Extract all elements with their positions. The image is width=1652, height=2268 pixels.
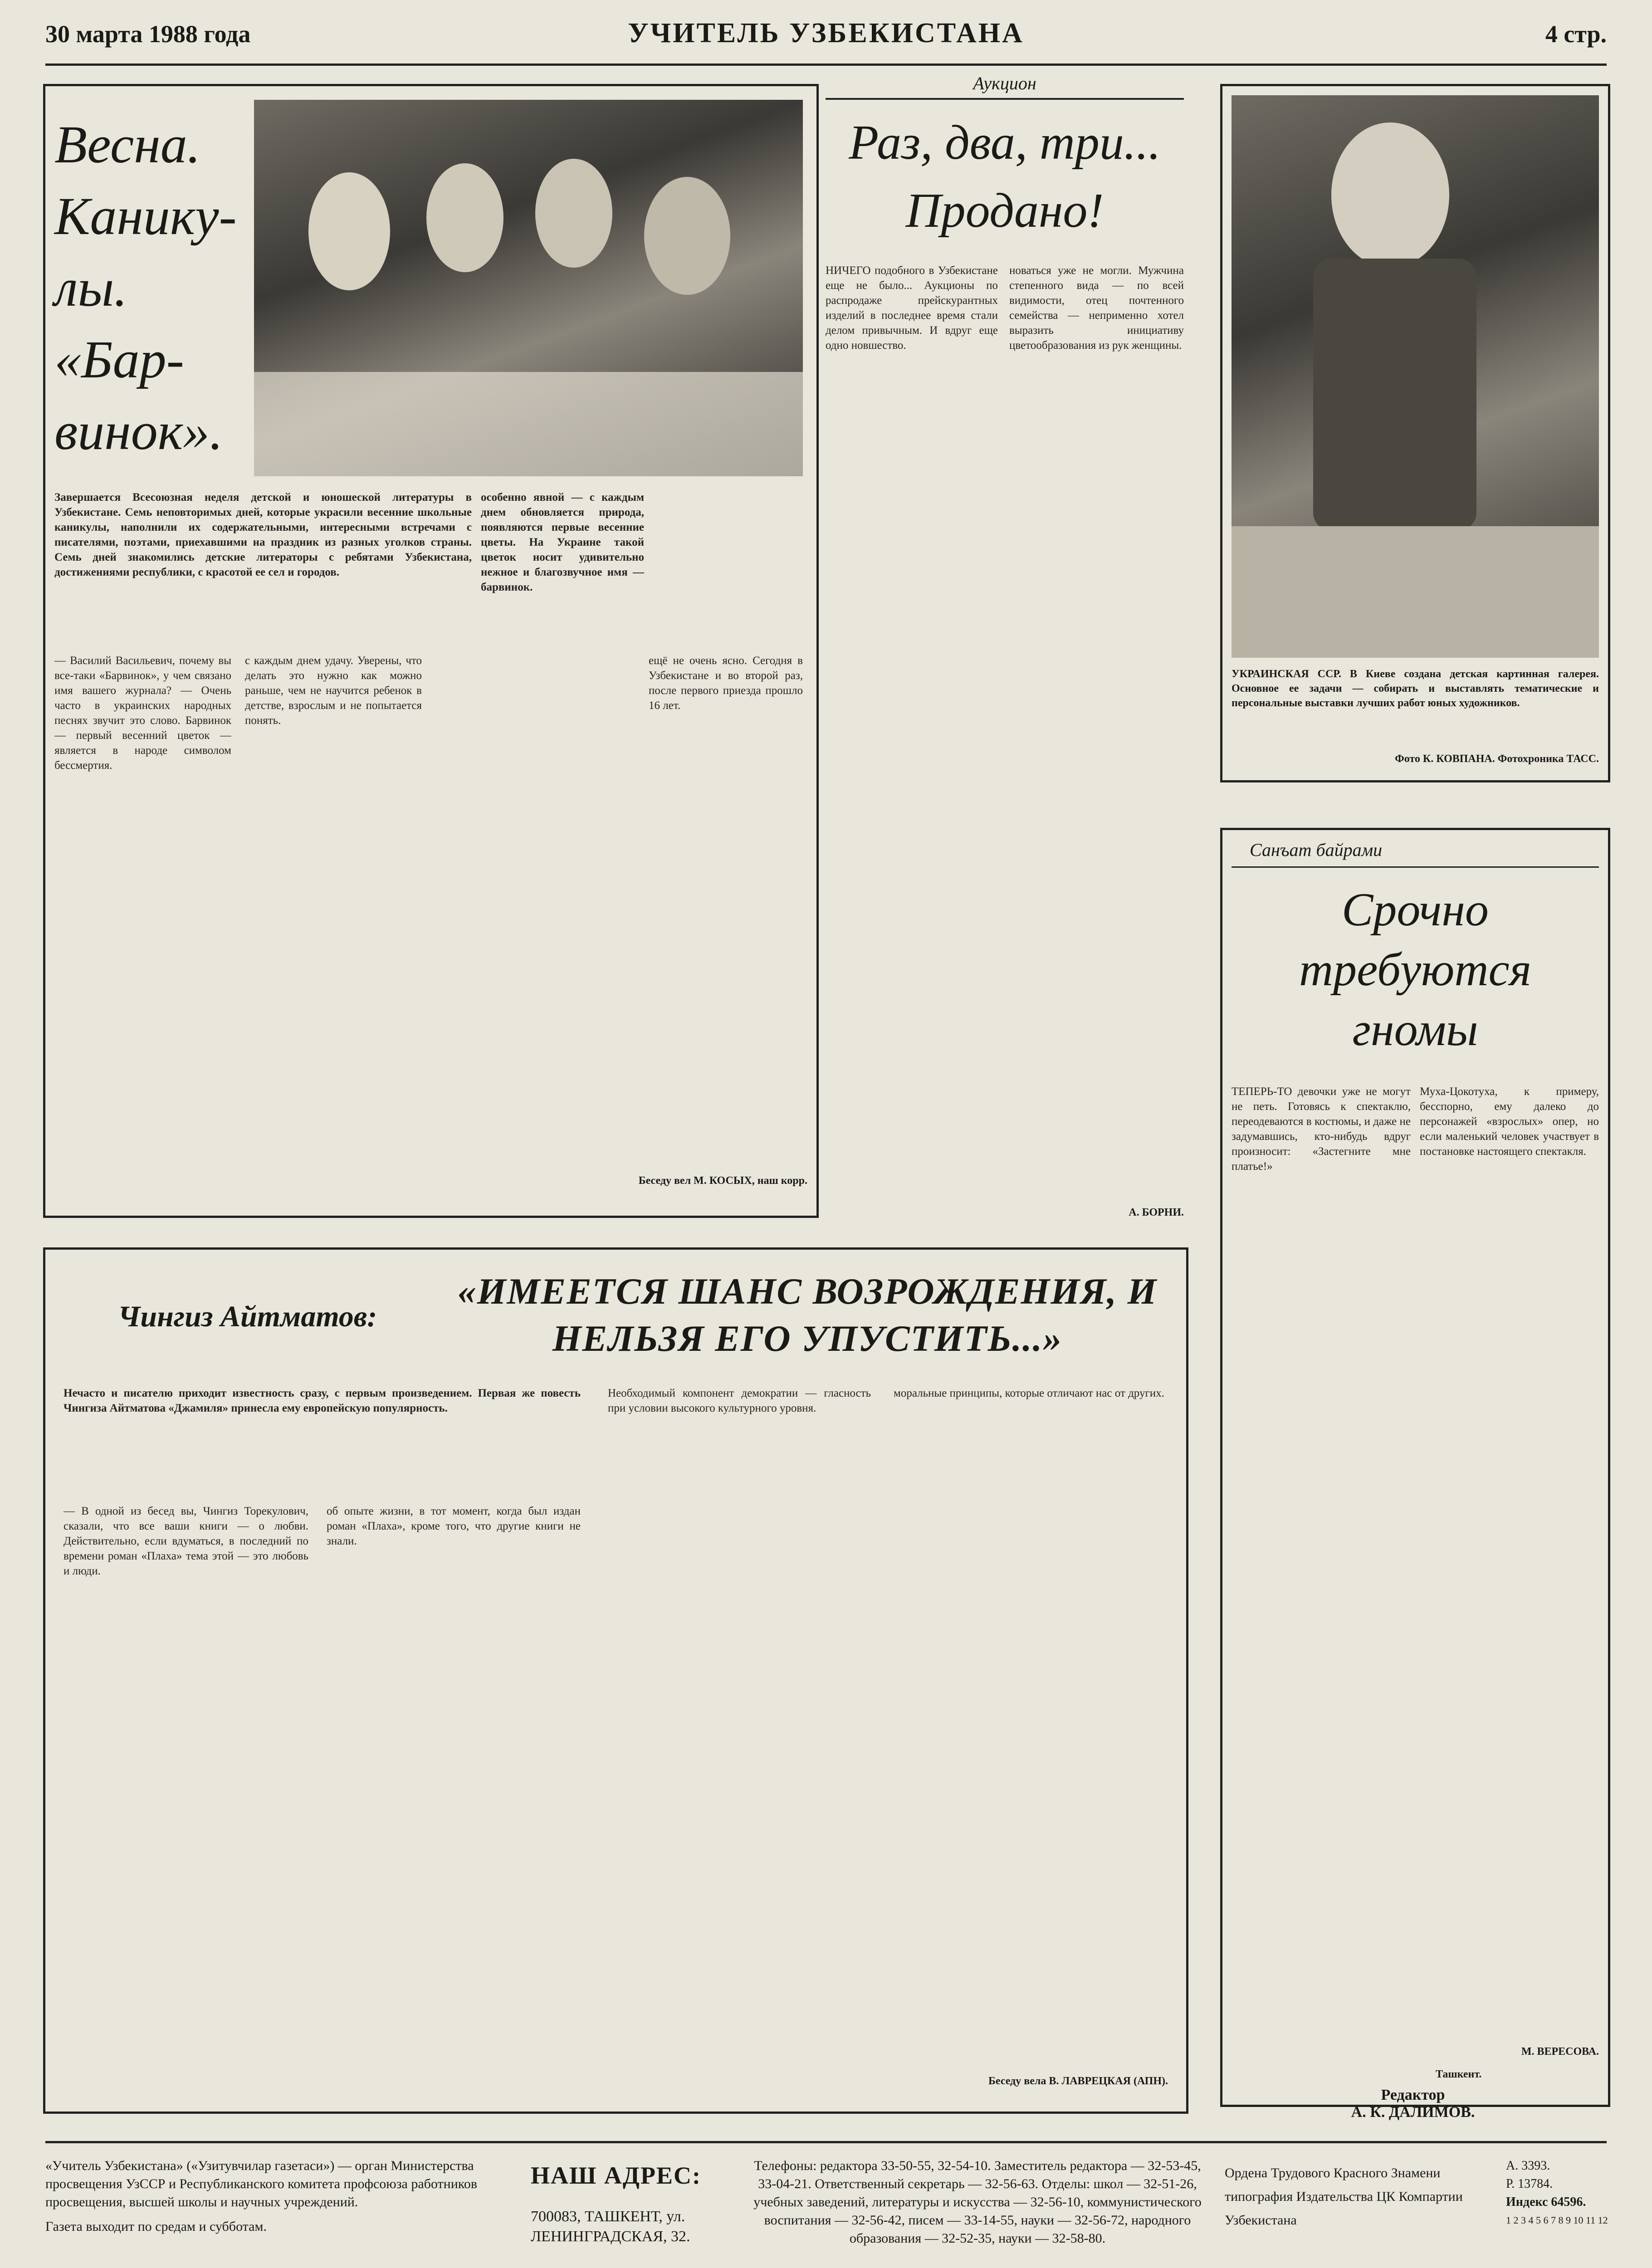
- article-auction-signature: А. БОРНИ.: [1129, 1207, 1184, 1218]
- rubric-rule: [826, 98, 1184, 100]
- publisher-text: «Учитель Узбекистана» («Узитувчилар газетаси») — орган Министерства просвещения УзССР и Республиканского комитета профсоюза работников просвещения, высшей школы и научных учреждений.: [45, 2158, 477, 2209]
- article-aitmatov-column-3: Необходимый компонент демократии — гласность при условии высокого культурного уровня.: [608, 1387, 871, 1414]
- article-gnomes: [1220, 828, 1610, 2107]
- article-aitmatov-column-1: — В одной из бесед вы, Чингиз Торекулович, сказали, что все ваши книги — о любви. Действительно, если вдуматься, в последний по времени роман «Плаха» тема этой — это любовь и люди.: [64, 1505, 308, 1577]
- article-barvinok-lead: Завершается Всесоюзная неделя детской и юношеской литературы в Узбекистане. Семь неповторимых дней, которые украсили весенние школьные каникулы, наполнили их содержательными, интересными встречами с писателями, поэтами, приехавшими на праздник из разных уголков страны. Семь дней знакомились детские литераторы с ребятами Узбекистана, достижениями республики, с красотой ее сел и городов.: [54, 491, 472, 578]
- photo-craft-table: [1232, 526, 1599, 658]
- article-barvinok-signature: Беседу вел М. КОСЫХ, наш корр.: [638, 1175, 807, 1187]
- editor-name: А. К. ДАЛИМОВ.: [1351, 2104, 1475, 2121]
- article-barvinok-headline: Весна. Канику-лы. «Бар-винок».: [54, 115, 237, 461]
- article-auction: [826, 73, 1184, 1225]
- photo-child: [1331, 122, 1449, 268]
- page-number: 4 стр.: [1545, 20, 1607, 48]
- address-text: 700083, ТАШКЕНТ, ул. ЛЕНИНГРАДСКАЯ, 32.: [531, 2208, 690, 2245]
- article-barvinok-photo: [254, 100, 803, 476]
- photo-figure: [426, 163, 503, 272]
- article-barvinok-column-3: особенно явной — с каждым днем обновляется природа, появляются первые весенние цветы. На Украине такой цветок носит удивительно нежное и благозвучное имя — барвинок.: [481, 491, 644, 593]
- phone-numbers: Телефоны: редактора 33-50-55, 32-54-10. Заместитель редактора — 32-53-45, 33-04-21. Ответственный секретарь — 32-56-63. Отделы: школ — 32-51-26, учебных заведений, литературы и искусства — 32-56-10, коммунистического воспитания — 32-56-42, писем — 33-14-55, науки — 32-56-72, народного образования — 32-52-35, науки — 32-58-80.: [753, 2158, 1202, 2246]
- gallery-photo-caption: УКРАИНСКАЯ ССР. В Киеве создана детская картинная галерея. Основное ее задачи — собирать и выставлять тематические и персональные выставки лучших работ юных художников.: [1232, 668, 1599, 709]
- article-aitmatov-author: Чингиз Айтматов:: [118, 1300, 377, 1333]
- article-barvinok-column-2: с каждым днем удачу. Уверены, что делать это нужно как можно раньше, чем не научится ребенок в детстве, взрослым и не попытается понять.: [245, 655, 422, 727]
- address-label: НАШ АДРЕС:: [531, 2162, 701, 2189]
- article-auction-headline: Раз, два, три... Продано!: [849, 116, 1161, 238]
- article-aitmatov-lead: Нечасто и писателю приходит известность сразу, с первым произведением. Первая же повесть Чингиза Айтматова «Джамиля» принесла ему европейскую популярность.: [64, 1387, 581, 1414]
- article-gnomes-rubric: Санъат байрами: [1250, 840, 1383, 860]
- article-auction-column-2: новаться уже не могли. Мужчина степенного вида — по всей видимости, отец почтенного семейства — неприменно хотел выразить инициативу цветообразования из рук женщины.: [1009, 264, 1184, 352]
- photo-figure: [644, 177, 730, 295]
- article-barvinok-column-1: — Василий Васильевич, почему вы все-таки «Барвинок», у чем связано имя вашего журнала? — Очень часто в украинских народных песнях звучит это слово. Барвинок — первый весенний цветок — является в народе символом бессмертия.: [54, 655, 231, 772]
- index-a: А. 3393.: [1506, 2159, 1550, 2173]
- index-label: Индекс 64596.: [1506, 2195, 1586, 2209]
- page-footer: [45, 2141, 1607, 2268]
- article-auction-rubric: Аукцион: [973, 73, 1036, 93]
- gallery-photo-credit: Фото К. КОВПАНА. Фотохроника ТАСС.: [1395, 753, 1599, 765]
- page-header: [45, 14, 1607, 66]
- article-gnomes-column-1: ТЕПЕРЬ-ТО девочки уже не могут не петь. Готовясь к спектаклю, переодеваются в костюмы, и даже не задумавшись, кто-нибудь вдруг произносит: «Застегните мне платье!»: [1232, 1085, 1411, 1173]
- gallery-photo: [1232, 95, 1599, 658]
- article-barvinok-column-4: ещё не очень ясно. Сегодня в Узбекистане и во второй раз, после первого приезда прошло 16 лет.: [649, 655, 803, 712]
- article-barvinok: [43, 84, 819, 1218]
- article-auction-column-1: НИЧЕГО подобного в Узбекистане еще не было... Аукционы по распродаже прейскурантных изделий в последнее время стали делом привычным. И вдруг еще одно новшество.: [826, 264, 998, 352]
- publication-schedule: Газета выходит по средам и субботам.: [45, 2219, 267, 2234]
- photo-figure: [308, 172, 390, 290]
- article-aitmatov-column-4: моральные принципы, которые отличают нас от других.: [894, 1387, 1164, 1399]
- index-info: [1506, 2157, 1610, 2229]
- index-r: Р. 13784.: [1506, 2177, 1553, 2191]
- article-gnomes-headline: Срочно требуются гномы: [1299, 884, 1531, 1056]
- rubric-rule: [1232, 866, 1599, 868]
- months-row: 1 2 3 4 5 6 7 8 9 10 11 12: [1506, 2214, 1608, 2226]
- publisher-info: [45, 2157, 517, 2236]
- photo-gallery-box: [1220, 84, 1610, 782]
- issue-date: 30 марта 1988 года: [45, 20, 251, 48]
- masthead-title: УЧИТЕЛЬ УЗБЕКИСТАНА: [628, 18, 1024, 49]
- article-gnomes-column-2: Муха-Цокотуха, к примеру, бесспорно, ему далеко до персонажей «взрослых» опер, но если маленький человек участвует в постановке настоящего спектакля.: [1420, 1085, 1599, 1158]
- article-aitmatov-column-2: об опыте жизни, в тот момент, когда был издан роман «Плаха», кроме того, что другие книги не знали.: [327, 1505, 581, 1547]
- article-aitmatov: [43, 1247, 1188, 2114]
- article-gnomes-city: Ташкент.: [1436, 2068, 1482, 2080]
- article-aitmatov-headline: «ИМЕЕТСЯ ШАНС ВОЗРОЖДЕНИЯ, И НЕЛЬЗЯ ЕГО УПУСТИТЬ...»: [457, 1271, 1158, 1359]
- editor-label: Редактор: [1381, 2087, 1445, 2103]
- photo-figure: [535, 159, 612, 268]
- article-aitmatov-signature: Беседу вела В. ЛАВРЕЦКАЯ (АПН).: [988, 2075, 1168, 2087]
- article-gnomes-signature: М. ВЕРЕСОВА.: [1521, 2046, 1599, 2058]
- photo-child-body: [1313, 259, 1476, 531]
- photo-table: [254, 372, 803, 476]
- printer-info: Ордена Трудового Красного Знамени типография Издательства ЦК Компартии Узбекистана: [1225, 2165, 1463, 2228]
- editor-block: [1220, 2087, 1606, 2132]
